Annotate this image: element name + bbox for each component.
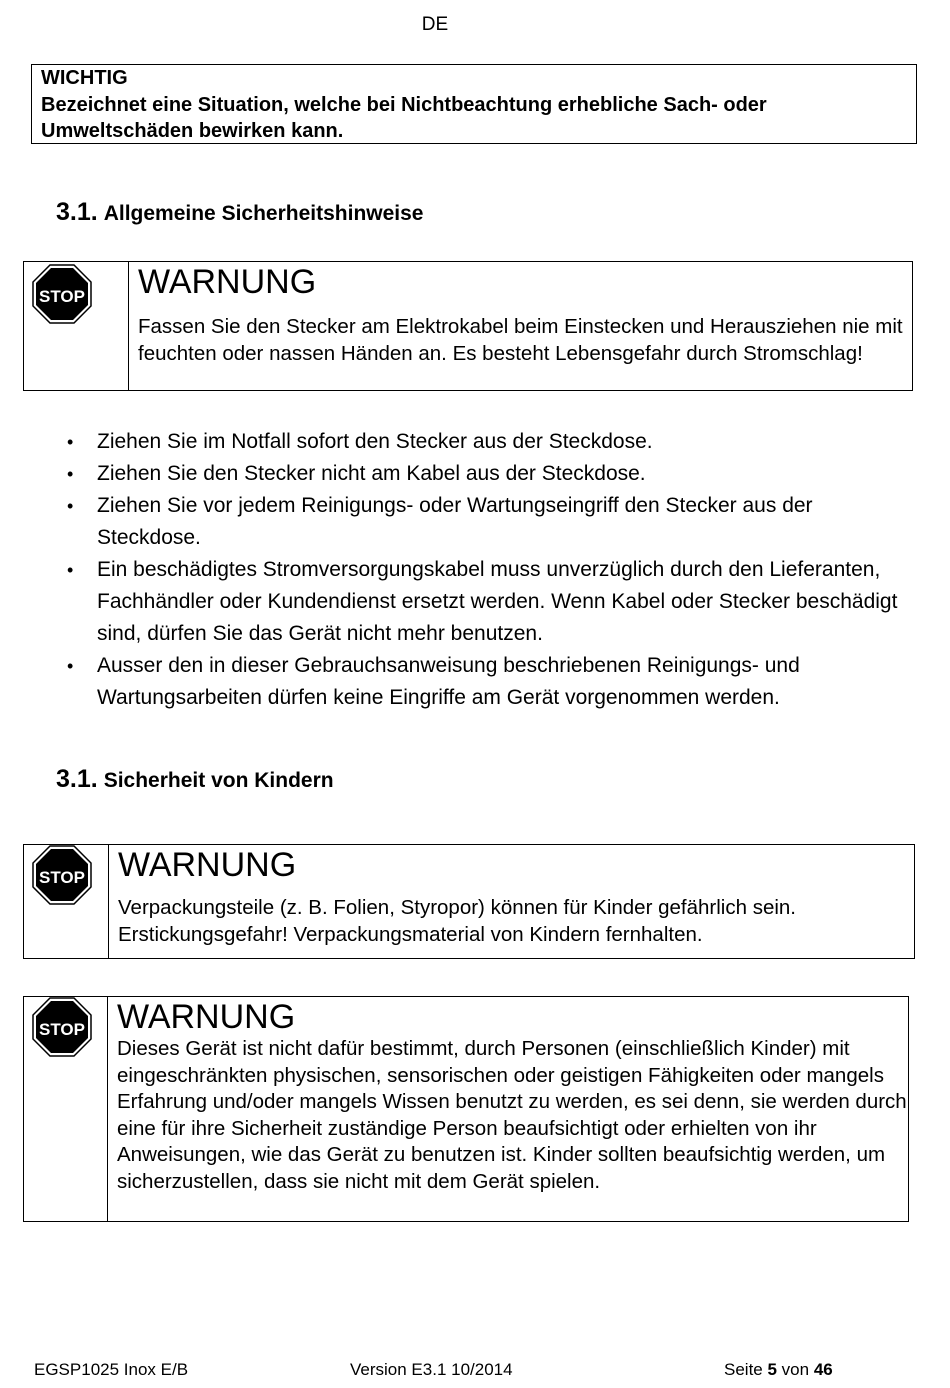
- language-header: DE: [421, 14, 449, 35]
- section-number: 3.1.: [56, 765, 98, 793]
- warning-content: [109, 845, 914, 958]
- stop-sign-label: STOP: [39, 287, 85, 306]
- list-item: [60, 554, 920, 650]
- warning-box-restricted-persons: [23, 996, 909, 1222]
- bullet-icon: •: [67, 464, 74, 484]
- warning-content: [108, 997, 908, 1221]
- footer-model: EGSP1025 Inox E/B: [34, 1360, 189, 1379]
- section-number: 3.1.: [56, 198, 98, 226]
- stop-sign-icon: [32, 845, 92, 905]
- important-notice-box: [31, 64, 917, 144]
- notice-title: WICHTIG: [41, 67, 128, 89]
- list-item-text: Ein beschädigtes Stromversorgungskabel muss unverzüglich durch den Lieferanten, Fachhändler oder Kundendienst ersetzt werden. Wenn Kabel oder Stecker beschädigt sind, dürfen Sie das Gerät nicht mehr benutzen.: [97, 558, 898, 645]
- bullet-icon: •: [67, 496, 74, 516]
- warning-box-packaging: [23, 844, 915, 959]
- list-item-text: Ziehen Sie vor jedem Reinigungs- oder Wartungseingriff den Stecker aus der Steckdose.: [97, 494, 813, 549]
- notice-text: Bezeichnet eine Situation, welche bei Nichtbeachtung erhebliche Sach- oder Umweltschäden bewirken kann.: [41, 94, 767, 142]
- warning-icon-cell: [24, 997, 108, 1221]
- safety-bullet-list: [60, 426, 920, 714]
- footer-version: Version E3.1 10/2014: [350, 1360, 513, 1379]
- footer-page-number: [724, 1360, 833, 1380]
- stop-sign-icon: [32, 997, 92, 1057]
- page-total: 46: [813, 1360, 833, 1379]
- list-item: [60, 426, 920, 458]
- warning-text: Verpackungsteile (z. B. Folien, Styropor) können für Kinder gefährlich sein. Erstickungsgefahr! Verpackungsmaterial von Kindern fernhalten.: [118, 896, 796, 946]
- warning-box-electric-shock: [23, 261, 913, 391]
- section-title: Allgemeine Sicherheitshinweise: [103, 202, 424, 225]
- warning-content: [129, 262, 912, 390]
- stop-sign-icon: [32, 264, 92, 324]
- page-current: 5: [767, 1360, 777, 1379]
- warning-text: Dieses Gerät ist nicht dafür bestimmt, durch Personen (einschließlich Kinder) mit eingeschränkten physischen, sensorischen oder geistigen Fähigkeiten oder mangels Erfahrung und/oder mangels Wissen benutzt zu werden, es sei denn, sie werden durch eine für ihre Sicherheit zuständige Person beaufsichtigt oder erhielten von ihr Anweisungen, wie das Gerät zu benutzen ist. Kinder sollten beaufsichtig werden, um sicherzustellen, dass sie nicht mit dem Gerät spielen.: [117, 1037, 907, 1193]
- section-heading-general-safety: [56, 198, 423, 227]
- list-item-text: Ziehen Sie im Notfall sofort den Stecker aus der Steckdose.: [97, 430, 653, 453]
- warning-text: Fassen Sie den Stecker am Elektrokabel beim Einstecken und Herausziehen nie mit feuchten oder nassen Händen an. Es besteht Lebensgefahr durch Stromschlag!: [138, 315, 903, 365]
- list-item: [60, 490, 920, 554]
- section-title: Sicherheit von Kindern: [103, 769, 334, 792]
- page-prefix: Seite: [724, 1360, 768, 1379]
- section-heading-child-safety: [56, 765, 334, 794]
- warning-title: WARNUNG: [117, 998, 296, 1036]
- bullet-icon: •: [67, 432, 74, 452]
- list-item: [60, 650, 920, 714]
- list-item-text: Ausser den in dieser Gebrauchsanweisung beschriebenen Reinigungs- und Wartungsarbeiten dürfen keine Eingriffe am Gerät vorgenommen werden.: [97, 654, 800, 709]
- stop-sign-label: STOP: [39, 868, 85, 887]
- list-item: [60, 458, 920, 490]
- page-middle: von: [776, 1360, 814, 1379]
- warning-icon-cell: [24, 262, 129, 390]
- bullet-icon: •: [67, 560, 74, 580]
- warning-title: WARNUNG: [138, 263, 317, 301]
- stop-sign-label: STOP: [39, 1020, 85, 1039]
- warning-title: WARNUNG: [118, 846, 297, 884]
- bullet-icon: •: [67, 656, 74, 676]
- list-item-text: Ziehen Sie den Stecker nicht am Kabel aus der Steckdose.: [97, 462, 646, 485]
- warning-icon-cell: [24, 845, 109, 958]
